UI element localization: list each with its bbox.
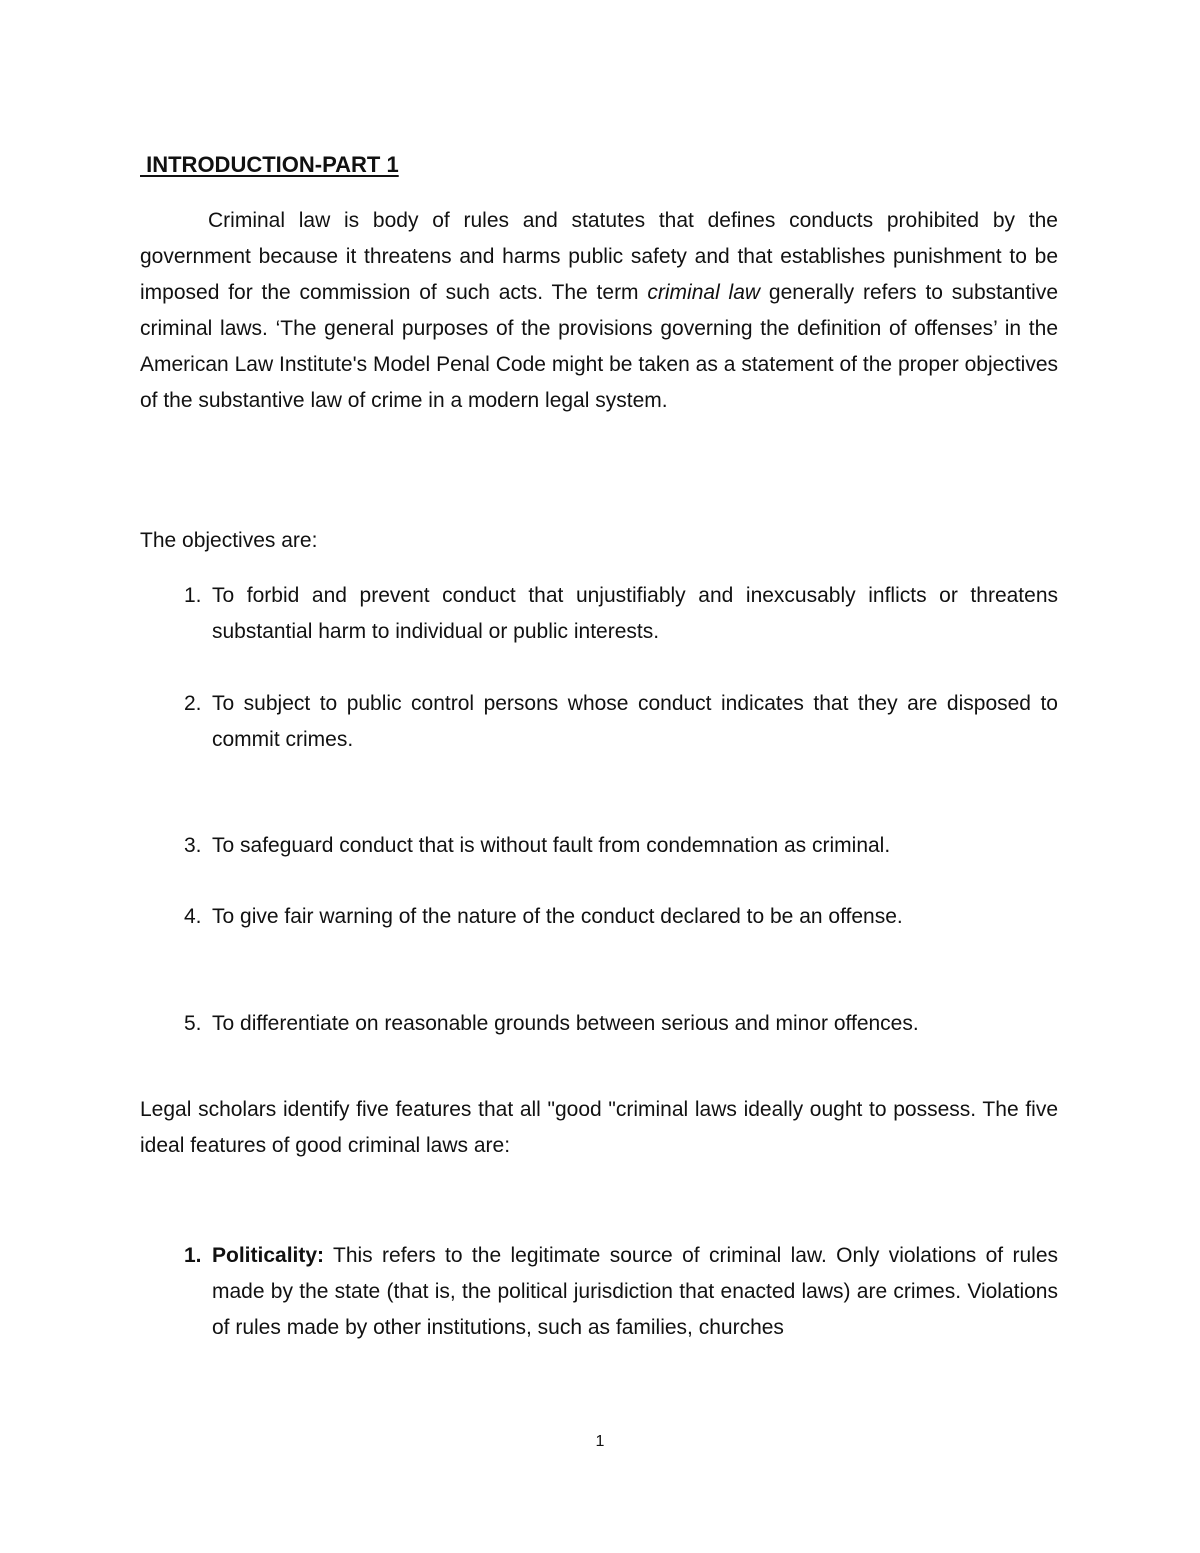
objective-item-4	[140, 899, 1058, 935]
list-number: 5.	[184, 1012, 202, 1035]
feature-term: Politicality:	[212, 1244, 325, 1267]
page-number: 1	[595, 1433, 605, 1450]
feature-description: This refers to the legitimate source of criminal law. Only violations of rules made by the state (that is, the political jurisdiction that enacted laws) are crimes. Violations of rules made by other institutions, such as families, churches	[212, 1244, 1058, 1339]
list-text: To forbid and prevent conduct that unjustifiably and inexcusably inflicts or threatens substantial harm to individual or public interests.	[212, 584, 1058, 643]
list-number: 2.	[184, 692, 202, 715]
objective-item-3	[140, 828, 1058, 864]
list-number: 3.	[184, 834, 202, 857]
intro-text-start: Criminal law is body of rules and statutes that defines conducts prohibited by the government because it threatens and harms public safety and that establishes punishment to be imposed for the commission of such acts. The term	[140, 209, 1058, 304]
intro-paragraph	[140, 203, 1058, 419]
intro-italic-term: criminal law	[647, 281, 761, 304]
objective-item-2	[140, 686, 1058, 758]
list-text: To give fair warning of the nature of the conduct declared to be an offense.	[212, 905, 903, 928]
list-number: 1.	[184, 1244, 202, 1267]
list-number: 1.	[184, 584, 202, 607]
intro-text-end: generally refers to substantive criminal laws. ‘The general purposes of the provisions governing the definition of offenses’ in the American Law Institute's Model Penal Code might be taken as a statement of the proper objectives of the substantive law of crime in a modern legal system.	[140, 281, 1059, 412]
list-number: 4.	[184, 905, 202, 928]
objectives-intro: The objectives are:	[140, 529, 318, 552]
feature-item-1	[140, 1238, 1058, 1346]
feature-text	[212, 1238, 1058, 1346]
objective-item-1	[140, 578, 1058, 650]
page-title: INTRODUCTION-PART 1	[140, 152, 399, 177]
list-text: To safeguard conduct that is without fault from condemnation as criminal.	[212, 834, 891, 857]
list-text: To differentiate on reasonable grounds between serious and minor offences.	[212, 1012, 919, 1035]
features-intro: Legal scholars identify five features that all "good "criminal laws ideally ought to possess. The five ideal features of good criminal laws are:	[140, 1098, 1058, 1157]
list-text: To subject to public control persons whose conduct indicates that they are disposed to commit crimes.	[212, 692, 1058, 751]
objective-item-5	[140, 1006, 1058, 1042]
